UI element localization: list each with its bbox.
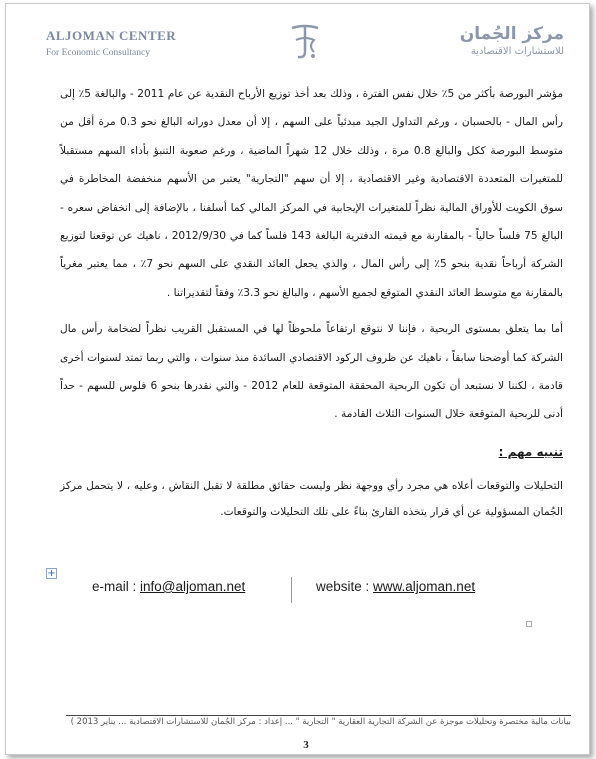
email-link[interactable]: info@aljoman.net [140, 579, 246, 594]
article-body [60, 80, 563, 525]
notice-title: تنبيه مهم : [498, 444, 563, 459]
expand-plus-icon[interactable]: + [47, 568, 56, 579]
header-en-subtitle: For Economic Consultancy [46, 48, 150, 58]
paragraph-2: أما بما يتعلق بمستوى الربحية ، فإننا لا نتوقع ارتفاعاً ملحوظاً لها في المستقبل القريب نظراً لضخامة رأس مال الشركة كما أوضحنا سابقاً ، ناهيك عن ظروف الركود الاقتصادي السائدة منذ سنوات ، والتي ربما تمتد لسنوات أخرى قادمة ، لكننا لا نستبعد أن تكون الربحية المحققة المتوقعة للعام 2012 - والتي نقدرها بنحو 6 فلوس للسهم - حداً أدنى للربحية المتوقعة خلال السنوات الثلاث القادمة . [60, 323, 563, 421]
header-ar-title: مركز الجُمان [459, 24, 564, 44]
contact-divider [291, 577, 292, 603]
header-en-title: ALJOMAN CENTER [46, 28, 177, 43]
header-english [46, 28, 216, 58]
email-row [92, 579, 245, 594]
aljoman-logo-icon [286, 22, 324, 62]
website-link[interactable]: www.aljoman.net [373, 579, 476, 594]
website-label: website : [316, 579, 374, 594]
email-label: e-mail : [92, 579, 141, 594]
anchor-square-icon [526, 621, 532, 627]
header-ar-subtitle: للاستشارات الاقتصادية [470, 46, 564, 57]
footer-text: بيانات مالية مختصرة وتحليلات موجزة عن الشركة التجارية العقارية " التجارية " ... إعداد : مركز الجُمان للاستشارات الاقتصادية ... يناير 2013 ) [70, 717, 571, 727]
document-page [5, 3, 590, 755]
notice-text: التحليلات والتوقعات أعلاه هي مجرد رأي ووجهة نظر وليست حقائق مطلقة لا تقبل النقاش ، وعليه ، لا يتحمل مركز الجُمان المسؤولية عن أي قرار يتخذه القارئ بناءً على تلك التحليلات والتوقعات. [60, 479, 563, 518]
page-number: 3 [303, 739, 309, 751]
website-row [316, 579, 475, 594]
contact-info [86, 579, 526, 601]
header-arabic [404, 24, 564, 57]
footer-divider [66, 715, 571, 716]
paragraph-1: مؤشر البورصة بأكثر من 5٪ خلال نفس الفترة ، وذلك بعد أخذ توزيع الأرباح النقدية عن عام 2011 - والبالغة 5٪ إلى رأس المال - بالحسبان ، ورغم التداول الجيد مبدئياً على السهم ، إلا أن معدل دورانه البالغ نحو 0.3 مرة أقل من متوسط البورصة ككل والبالغ 0.8 مرة ، وذلك خلال 12 شهراً الماضية ، ورغم صعوبة التنبؤ بأداء السهم مستقبلاً للمتغيرات المتعددة الاقتصادية وغير الاقتصادية ، إلا أن سهم "التجارية" يعتبر من الأسهم منخفضة المخاطرة في سوق الكويت للأوراق المالية نظراً للمتغيرات الإيجابية في المركز المالي كما أسلفنا ، بالإضافة إلى انخفاض سعره - البالغ 75 فلساً حالياً - بالمقارنة مع قيمته الدفترية البالغة 143 فلساً كما في 2012/9/30 ، ناهيك عن توقعنا لتوزيع الشركة أرباحاً نقدية بنحو 5٪ إلى رأس المال ، والذي يجعل العائد النقدي على السهم نحو 7٪ ، مما يعتبر مغرياً بالمقارنة مع متوسط العائد النقدي المتوقع لجميع الأسهم ، والبالغ نحو 3.3٪ وفقاً لتقديراتنا . [60, 88, 564, 299]
